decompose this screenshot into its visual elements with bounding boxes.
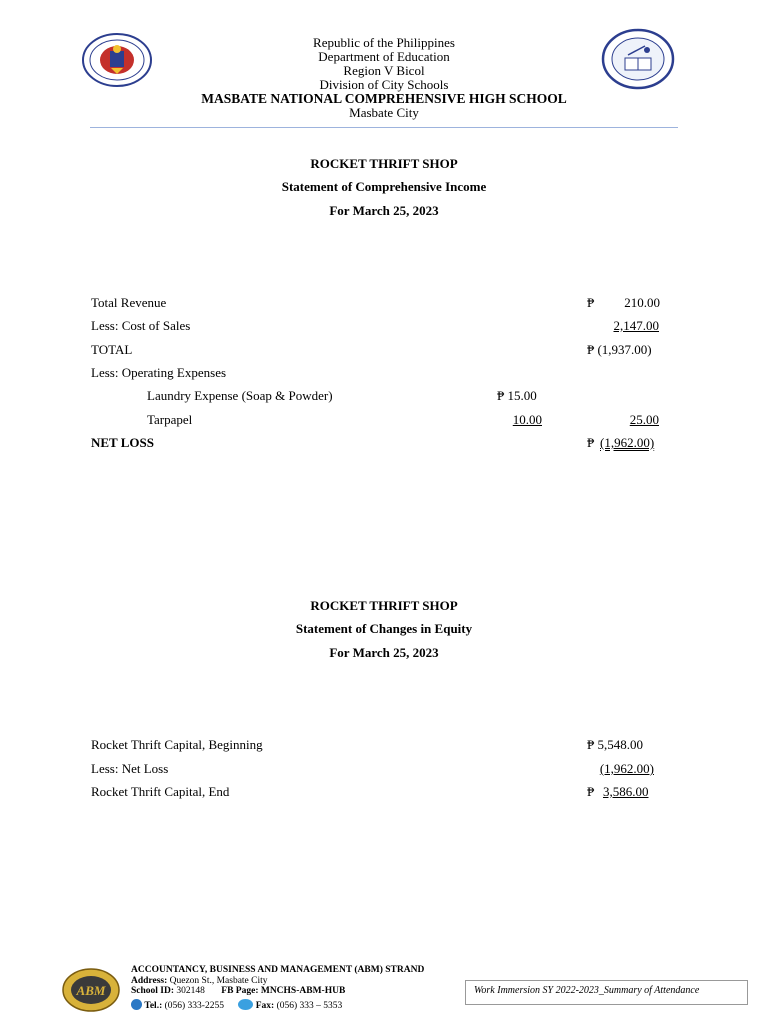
income-statement-title: Statement of Comprehensive Income bbox=[281, 179, 487, 194]
equity-row-amount: ₱ 5,548.00 bbox=[587, 737, 643, 752]
income-row-label: Laundry Expense (Soap & Powder) bbox=[147, 388, 333, 403]
equity-period: For March 25, 2023 bbox=[329, 645, 439, 660]
income-row-subamount: ₱ 15.00 bbox=[497, 388, 537, 403]
equity-currency-symbol: ₱ bbox=[587, 784, 595, 799]
income-row-amount: (1,962.00) bbox=[600, 435, 655, 450]
footer-tel: (056) 333-2255 bbox=[164, 1001, 224, 1011]
header-republic: Republic of the Philippines bbox=[313, 35, 455, 50]
equity-row-amount: (1,962.00) bbox=[599, 761, 654, 776]
equity-row-label: Rocket Thrift Capital, End bbox=[91, 784, 230, 799]
header-divider bbox=[90, 127, 678, 128]
footer-fb-label: FB Page: bbox=[221, 986, 259, 996]
income-row-label: Less: Operating Expenses bbox=[91, 365, 227, 380]
footer-school-id-label: School ID: bbox=[131, 986, 175, 996]
footer-strand: ACCOUNTANCY, BUSINESS AND MANAGEMENT (ABM) STRAND bbox=[131, 965, 425, 975]
income-currency-symbol: ₱ bbox=[587, 295, 595, 310]
income-row-label: TOTAL bbox=[91, 342, 133, 357]
income-row-label: NET LOSS bbox=[91, 435, 154, 450]
footer-fax-label: Fax: bbox=[255, 1001, 275, 1011]
income-row-amount: 2,147.00 bbox=[613, 318, 659, 333]
header-division: Division of City Schools bbox=[319, 77, 449, 92]
phone-icon bbox=[131, 999, 142, 1010]
income-row-label: Tarpapel bbox=[147, 412, 193, 427]
income-row-label: Total Revenue bbox=[91, 295, 167, 310]
footer-tel-label: Tel.: bbox=[144, 1001, 163, 1011]
footer-fb-page: MNCHS-ABM-HUB bbox=[260, 986, 346, 996]
equity-row-label: Less: Net Loss bbox=[91, 761, 169, 776]
income-row-amount: 210.00 bbox=[624, 295, 660, 310]
footer-fax: (056) 333 – 5353 bbox=[276, 1001, 343, 1011]
abm-logo bbox=[62, 968, 120, 1012]
income-currency-symbol: ₱ bbox=[587, 435, 595, 450]
fax-icon bbox=[238, 999, 253, 1010]
header-region: Region V Bicol bbox=[343, 63, 425, 78]
header-school-name: MASBATE NATIONAL COMPREHENSIVE HIGH SCHOOL bbox=[201, 91, 567, 106]
income-row-subamount: 10.00 bbox=[512, 412, 542, 427]
equity-row-amount: 3,586.00 bbox=[603, 784, 649, 799]
work-immersion-label-box bbox=[465, 980, 748, 1005]
header-department: Department of Education bbox=[318, 49, 450, 64]
abm-logo-text: ABM bbox=[76, 983, 106, 998]
header-city: Masbate City bbox=[349, 105, 419, 120]
equity-company-title: ROCKET THRIFT SHOP bbox=[310, 598, 458, 613]
income-period: For March 25, 2023 bbox=[329, 203, 439, 218]
footer-address: Quezon St., Masbate City bbox=[169, 976, 268, 986]
income-row-label: Less: Cost of Sales bbox=[91, 318, 191, 333]
income-row-amount: ₱ (1,937.00) bbox=[587, 342, 652, 357]
work-immersion-label: Work Immersion SY 2022-2023_Summary of Attendance bbox=[474, 985, 700, 996]
income-row-amount: 25.00 bbox=[629, 412, 659, 427]
footer-school-id: 302148 bbox=[176, 986, 205, 996]
income-company-title: ROCKET THRIFT SHOP bbox=[310, 156, 458, 171]
equity-row-label: Rocket Thrift Capital, Beginning bbox=[91, 737, 263, 752]
footer-address-label: Address: bbox=[131, 976, 168, 986]
equity-statement-title: Statement of Changes in Equity bbox=[295, 621, 473, 636]
